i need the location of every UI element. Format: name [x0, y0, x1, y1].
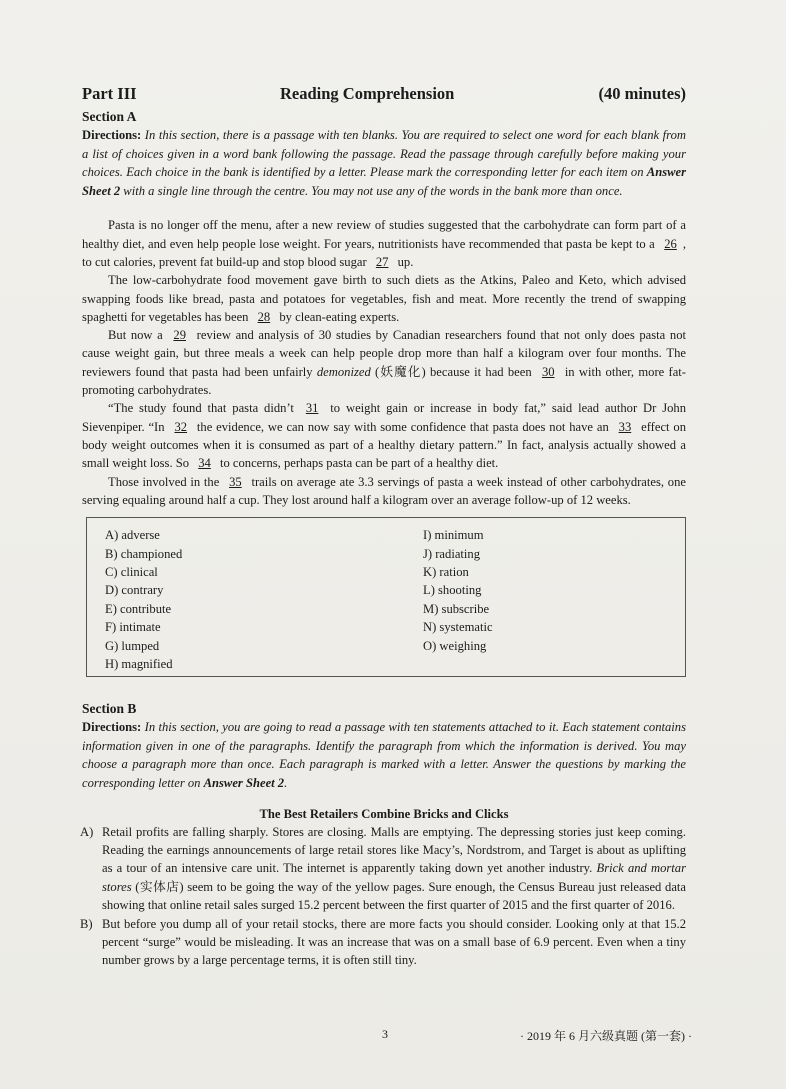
text: the evidence, we can now say with some confidence that pasta does not have an [196, 419, 609, 434]
text: review and analysis of 30 studies by Canadian researchers found that not only does pasta not cause weight gain, but three meals a week can help people drop more than half a kilogram over four months. The reviewers found that pasta had been unfairly [82, 328, 686, 379]
part-title: Reading Comprehension [280, 84, 455, 103]
section-b-heading: Section B [82, 701, 137, 717]
word-bank-item: I) minimum [423, 528, 484, 543]
directions-label: Directions: [82, 128, 142, 142]
passage-paragraph-2 [82, 271, 686, 326]
passage-paragraph-4 [82, 399, 686, 472]
word-bank-item: O) weighing [423, 638, 487, 653]
passage-paragraph-1 [82, 216, 686, 271]
paragraph-text [102, 823, 686, 915]
word-bank-item: F) intimate [105, 620, 161, 635]
paragraph-letter: B) [80, 916, 93, 931]
blank-29: 29 [173, 328, 187, 343]
word-bank-item: C) clinical [105, 564, 158, 579]
text: seem to be going the way of the yellow pages. Sure enough, the Census Bureau just released data showing that online retail sales surged 15.2 percent between the first quarter of 2015 and the first quarter of 2016. [102, 879, 686, 913]
part-header [82, 84, 686, 106]
answer-sheet-ref: Answer Sheet 2 [203, 775, 285, 790]
exam-source: · 2019 年 6 月六级真题 (第一套) · [520, 1029, 692, 1043]
directions-tail: with a single line through the centre. You may not use any of the words in the bank more than once. [123, 183, 623, 198]
paragraph-text: But before you dump all of your retail stocks, there are more facts you should consider. Looking only at that 15.2 percent “surge” would be misleading. It was an increase that was on a small base of 6.9 percent. Even when a tiny number grows by a large percentage terms, it is often still tiny. [102, 916, 686, 968]
italic-term: demonized [316, 364, 371, 379]
blank-26: 26 [664, 236, 677, 251]
word-bank-item: L) shooting [423, 583, 482, 598]
text: in with other, more fat-promoting carbohydrates. [82, 364, 686, 398]
directions-text: In this section, you are going to read a passage with ten statements attached to it. Each statement contains information given in one of the paragraphs. Identify the paragraph from which the information is derived. You may choose a paragraph more than once. Each paragraph is marked with a letter. Answer the questions by marking the corresponding letter on [82, 720, 686, 790]
directions-text: In this section, there is a passage with ten blanks. You are required to select one word for each blank from a list of choices given in a word bank following the passage. Read the passage through carefully before making your choices. Each choice in the bank is identified by a letter. Please mark the corresponding letter for each item on [82, 128, 686, 180]
text: Retail profits are falling sharply. Stores are closing. Malls are emptying. The depressing stories just keep coming. Reading the earnings announcements of large retail stores like Macy’s, Nordstrom, and Target is about as uplifting as a tour of an intensive care unit. The internet is apparently taking down yet another industry. [102, 824, 686, 876]
text: “The study found that pasta didn’t [108, 401, 294, 416]
paragraph-letter: A) [80, 824, 94, 839]
text: to concerns, perhaps pasta can be part of a healthy diet. [219, 456, 499, 471]
time-limit: (40 minutes) [598, 84, 686, 103]
blank-32: 32 [174, 419, 188, 434]
word-bank-item: H) magnified [105, 656, 173, 671]
text: But now a [108, 328, 163, 343]
page-number: 3 [382, 1027, 388, 1041]
section-b-directions [82, 718, 686, 792]
passage-paragraph-3 [82, 326, 686, 399]
text: trails on average ate 3.3 servings of pasta a week instead of other carbohydrates, one serving equaling around half a cup. They lost around half a kilogram over an average follow-up of 12 weeks. [82, 474, 686, 507]
article-paragraph-a [82, 823, 686, 915]
word-bank-item: G) lumped [105, 638, 160, 653]
text: by clean-eating experts. [279, 309, 400, 324]
directions-label: Directions: [82, 720, 142, 735]
word-bank-item: K) ration [423, 564, 469, 579]
chinese-gloss: (实体店) [135, 879, 184, 894]
passage-paragraph-5 [82, 473, 686, 510]
blank-35: 35 [229, 474, 242, 489]
text: Pasta is no longer off the menu, after a new review of studies suggested that the carbohydrate can form part of a healthy diet, and even help people lose weight. For years, nutritionists have recommended that pasta be kept to a [82, 218, 686, 251]
section-a-heading: Section A [82, 109, 137, 124]
chinese-gloss: (妖魔化) [375, 364, 426, 379]
section-a-directions [82, 126, 686, 200]
word-bank-right-column [423, 526, 493, 655]
blank-31: 31 [305, 401, 319, 416]
text: The low-carbohydrate food movement gave birth to such diets as the Atkins, Paleo and Keto, which advised swapping foods like bread, pasta and potatoes for vegetables, fish and meat. More recently the trend of swapping spaghetti for vegetables has been [82, 273, 686, 324]
word-bank-item: B) championed [105, 546, 183, 561]
blank-28: 28 [257, 309, 271, 324]
word-bank-item: A) adverse [105, 528, 160, 543]
article-title: The Best Retailers Combine Bricks and Clicks [259, 806, 509, 821]
article-paragraph-b [82, 915, 686, 970]
directions-end: . [284, 775, 288, 790]
blank-34: 34 [198, 456, 211, 471]
text: to weight gain or increase in body fat,” said lead author Dr John Sievenpiper. “In [82, 401, 686, 434]
cloze-passage [82, 216, 686, 509]
text: because it had been [430, 364, 532, 379]
word-bank-item: M) subscribe [423, 601, 490, 616]
text: effect on body weight outcomes when it is consumed as part of a healthy dietary pattern.” In fact, analysis actually showed a small weight loss. So [82, 419, 686, 471]
page-content [82, 84, 686, 970]
part-label: Part III [82, 84, 137, 103]
blank-27: 27 [375, 254, 389, 269]
text: Those involved in the [108, 474, 220, 489]
text: , to cut calories, prevent fat build-up and stop blood sugar [82, 236, 686, 269]
word-bank-item: D) contrary [105, 583, 164, 598]
italic-term: Brick and mortar stores [102, 861, 687, 894]
word-bank-item: J) radiating [423, 546, 481, 561]
word-bank-item: N) systematic [423, 620, 493, 635]
word-bank [86, 517, 686, 677]
word-bank-item: E) contribute [105, 601, 172, 616]
answer-sheet-ref: Answer Sheet 2 [82, 165, 686, 198]
blank-33: 33 [618, 419, 632, 434]
word-bank-left-column [105, 526, 182, 673]
text: up. [397, 254, 414, 269]
blank-30: 30 [541, 364, 555, 379]
